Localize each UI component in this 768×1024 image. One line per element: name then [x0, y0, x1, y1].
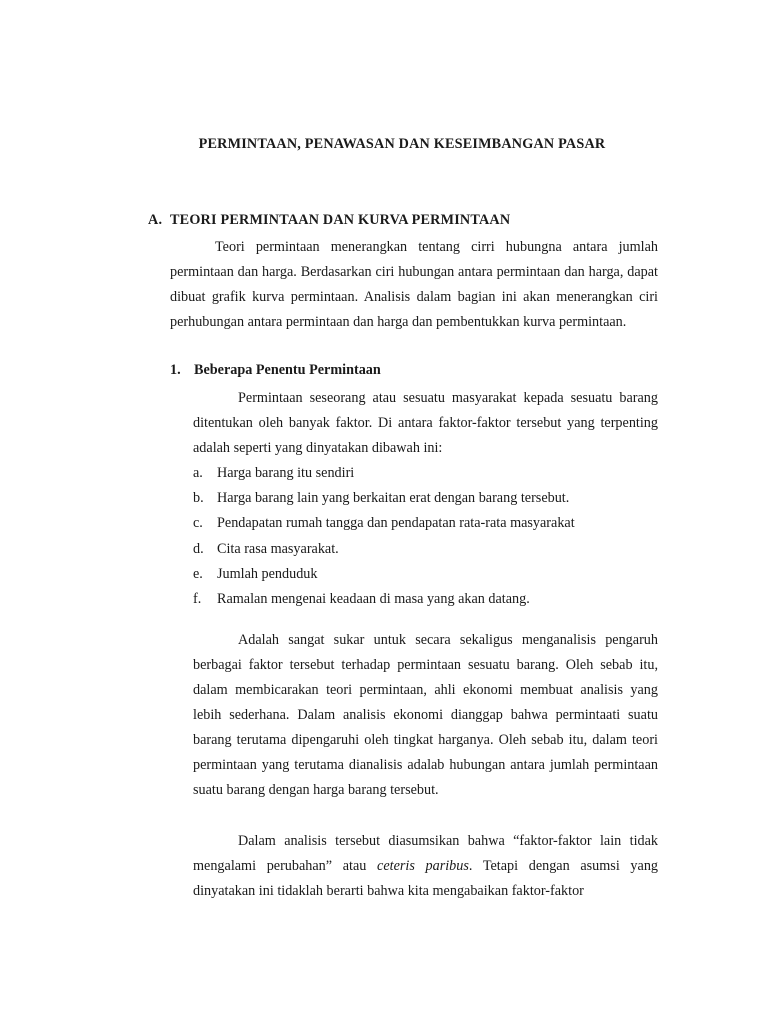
subsection-1-number: 1. — [170, 362, 181, 378]
list-item — [193, 511, 575, 536]
assumption-text-end: . Tetapi dengan asumsi yang dinyatakan ini tidaklah berarti bahwa kita mengabaikan faktor-faktor — [193, 858, 659, 899]
list-item-text: Jumlah penduduk — [217, 565, 318, 582]
factor-list — [193, 461, 575, 612]
section-a-title: TEORI PERMINTAAN DAN KURVA PERMINTAAN — [170, 212, 511, 228]
assumption-text-start: Dalam analisis tersebut diasumsikan bahwa “faktor-faktor lain tidak mengalami perubahan” atau — [193, 833, 658, 874]
list-marker: c. — [193, 515, 203, 532]
list-marker: f. — [193, 590, 202, 607]
list-item — [193, 537, 575, 562]
list-marker: b. — [193, 490, 204, 507]
list-marker: e. — [193, 565, 203, 582]
list-item — [193, 461, 575, 486]
subsection-1-intro: Permintaan seseorang atau sesuatu masyarakat kepada sesuatu barang ditentukan oleh banyak faktor. Di antara faktor-faktor tersebut yang terpenting adalah seperti yang dinyatakan dibawah ini: — [193, 390, 658, 456]
analysis-paragraph: Adalah sangat sukar untuk secara sekaligus menganalisis pengaruh berbagai faktor tersebut terhadap permintaan sesuatu barang. Oleh sebab itu, dalam membicarakan teori permintaan, ahli ekonomi membuat analisis yang lebih sederhana. Dalam analisis ekonomi dianggap bahwa permintaati suatu barang terutama dipengaruhi oleh tingkat harganya. Oleh sebab itu, dalam teori permintaan yang terutama dianalisis adalab hubungan antara jumlah permintaan suatu barang dengan harga barang tersebut. — [193, 632, 658, 798]
section-a-heading — [148, 212, 510, 229]
list-item-text: Ramalan mengenai keadaan di masa yang akan datang. — [217, 590, 530, 607]
document-title: PERMINTAAN, PENAWASAN DAN KESEIMBANGAN PASAR — [198, 136, 606, 152]
section-a-paragraph: Teori permintaan menerangkan tentang cirri hubungna antara jumlah permintaan dan harga. Berdasarkan ciri hubungan antara permintaan dan harga, dapat dibuat grafik kurva permintaan. Analisis dalam bagian ini akan menerangkan ciri perhubungan antara permintaan dan harga dan pembentukkan kurva permintaan. — [170, 239, 658, 330]
list-item — [193, 562, 575, 587]
section-a-letter: A. — [148, 212, 163, 228]
list-item-text: Pendapatan rumah tangga dan pendapatan rata-rata masyarakat — [217, 515, 575, 532]
list-marker: d. — [193, 540, 204, 557]
list-marker: a. — [193, 465, 203, 481]
list-item — [193, 486, 575, 511]
ceteris-paribus-term: ceteris paribus — [377, 858, 469, 874]
subsection-1-title: Beberapa Penentu Permintaan — [194, 362, 381, 378]
list-item-text: Harga barang lain yang berkaitan erat dengan barang tersebut. — [217, 490, 570, 507]
list-item-text: Cita rasa masyarakat. — [217, 540, 339, 557]
list-item — [193, 587, 575, 612]
list-item-text: Harga barang itu sendiri — [217, 465, 355, 481]
assumption-paragraph — [193, 829, 658, 904]
subsection-1-heading — [170, 362, 381, 379]
